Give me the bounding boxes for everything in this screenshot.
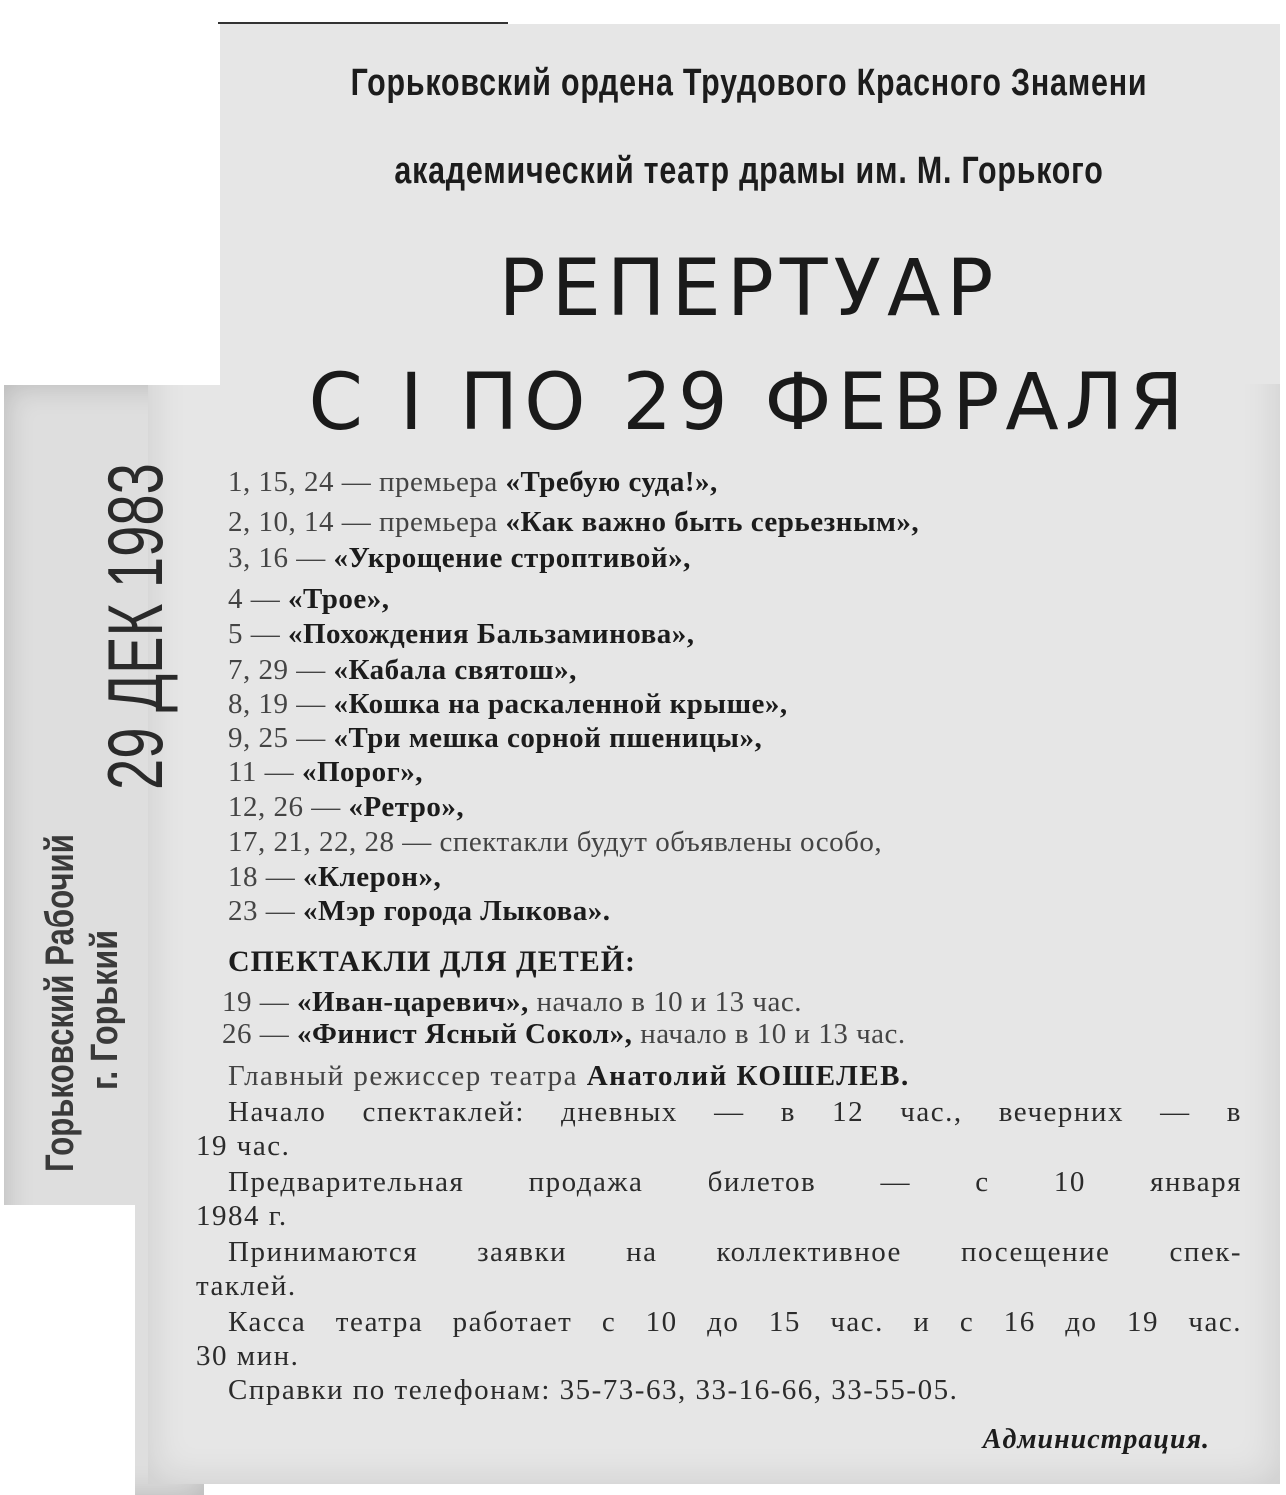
stamp-newspaper: Горьковский Рабочий — [38, 834, 82, 1172]
theatre-name-line2: академический театр драмы им. М. Горького — [394, 150, 1104, 192]
start-time-line2: 19 час. — [196, 1130, 291, 1162]
repertoire-title: РЕПЕРТУАР — [498, 244, 1000, 334]
list-item: 19 — «Иван-царевич», начало в 10 и 13 час. — [222, 986, 802, 1018]
group-line2: таклей. — [196, 1270, 297, 1302]
list-item: 17, 21, 22, 28 — спектакли будут объявлены особо, — [228, 826, 883, 858]
theatre-name-line1: Горьковский ордена Трудового Красного Знамени — [350, 62, 1148, 104]
box-office-line2: 30 мин. — [196, 1340, 300, 1372]
signature-administration: Администрация. — [982, 1424, 1210, 1455]
list-item: 1, 15, 24 — премьера «Требую суда!», — [228, 466, 718, 498]
list-item: 3, 16 — «Укрощение строптивой», — [228, 542, 691, 574]
list-item: 2, 10, 14 — премьера «Как важно быть серьезным», — [228, 506, 920, 538]
presale-line2: 1984 г. — [196, 1200, 288, 1232]
presale-line1: Предварительная продажа билетов — с 10 января — [228, 1166, 1242, 1198]
list-item: 18 — «Клерон», — [228, 861, 442, 893]
stamp-date: 29 ДЕК 1983 — [91, 463, 179, 790]
list-item: 12, 26 — «Ретро», — [228, 791, 465, 823]
list-item: 26 — «Финист Ясный Сокол», начало в 10 и 13 час. — [222, 1018, 906, 1050]
box-office-line1: Касса театра работает с 10 до 15 час. и с 16 до 19 час. — [228, 1306, 1242, 1338]
children-heading: СПЕКТАКЛИ ДЛЯ ДЕТЕЙ: — [228, 945, 637, 978]
list-item: 7, 29 — «Кабала святош», — [228, 654, 577, 686]
list-item: 11 — «Порог», — [228, 756, 424, 788]
list-item: 5 — «Похождения Бальзаминова», — [228, 618, 695, 650]
repertoire-period: С I ПО 29 ФЕВРАЛЯ — [308, 358, 1190, 448]
list-item: 23 — «Мэр города Лыкова». — [228, 895, 611, 927]
director-line: Главный режиссер театра Анатолий КОШЕЛЕВ. — [228, 1060, 910, 1092]
stamp-city: г. Горький — [84, 929, 126, 1090]
group-line1: Принимаются заявки на коллективное посещение спек- — [228, 1236, 1242, 1268]
start-time-line1: Начало спектаклей: дневных — в 12 час., вечерних — в — [228, 1096, 1242, 1128]
list-item: 8, 19 — «Кошка на раскаленной крыше», — [228, 688, 788, 720]
list-item: 4 — «Трое», — [228, 583, 390, 615]
phones-line: Справки по телефонам: 35-73-63, 33-16-66, 33-55-05. — [228, 1374, 959, 1406]
list-item: 9, 25 — «Три мешка сорной пшеницы», — [228, 722, 763, 754]
clipping-edge — [218, 22, 508, 24]
